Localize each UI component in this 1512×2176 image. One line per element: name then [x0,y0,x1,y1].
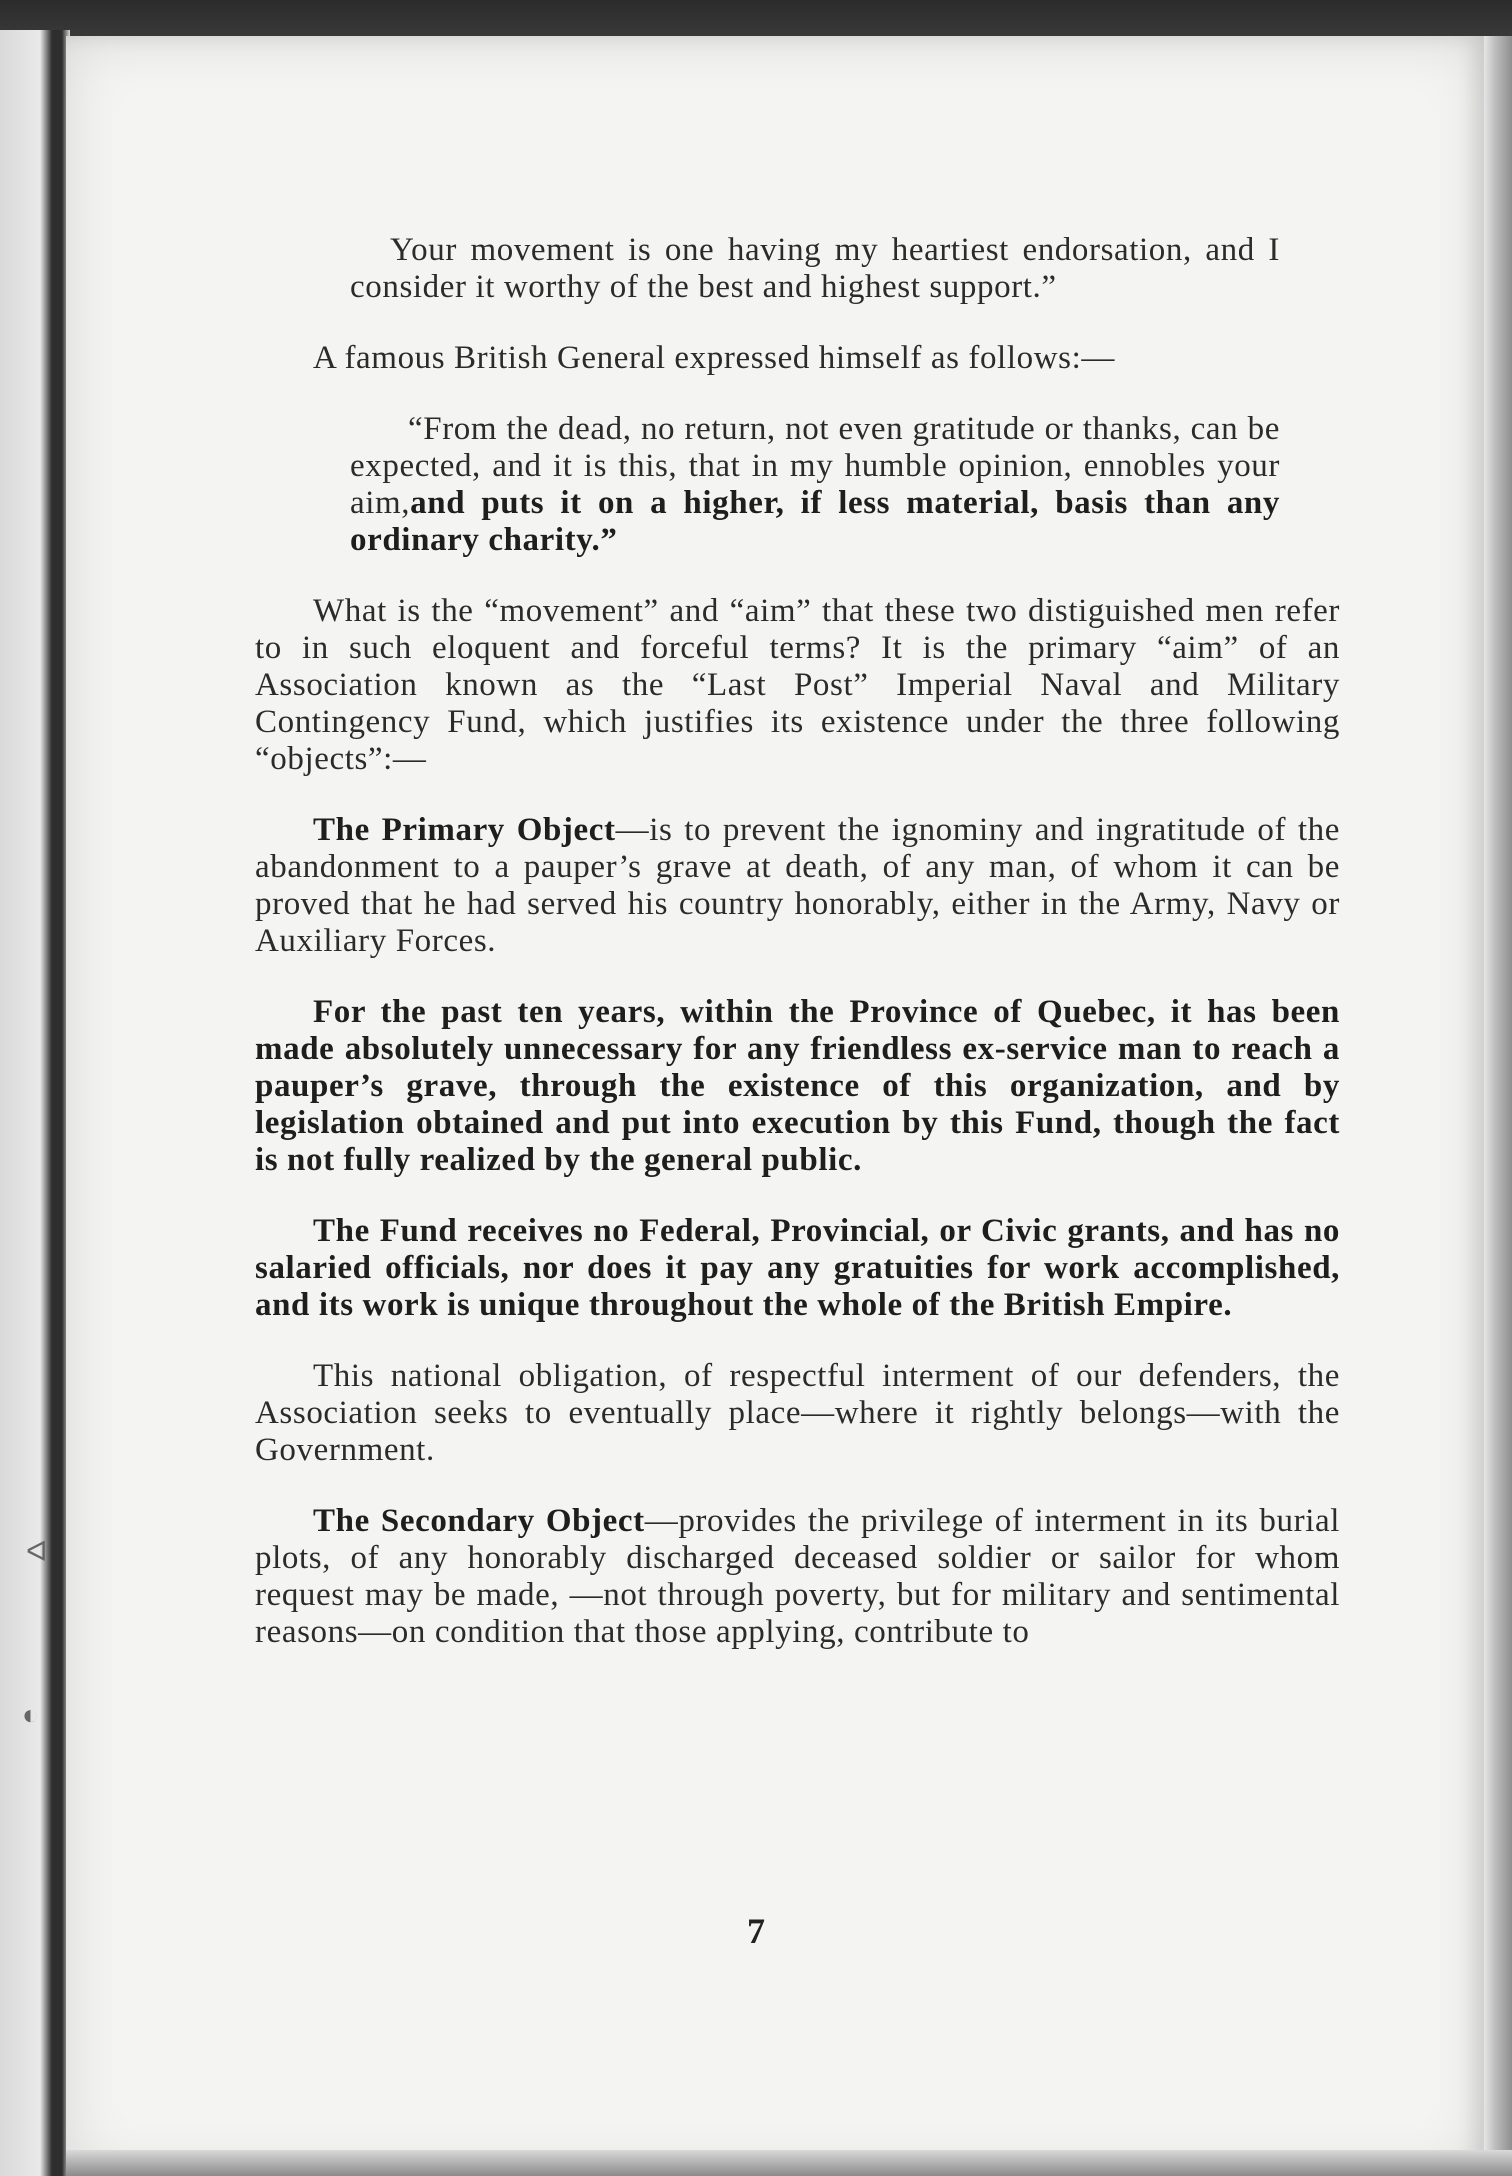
text-run: This national obligation, of respectful interment of our defenders, the Association seeks to eventually place—where it rightly belongs—with the Government. [255,1358,1340,1468]
paragraph [255,812,1340,960]
text-run: “From the dead, no return, not even gratitude or thanks, can be expected, and it is this, that in my humble opinion, ennobles your aim, [350,411,1280,521]
text-run: A famous British General expressed himself as follows:— [313,340,1115,376]
document-body [255,232,1340,1685]
paragraph [255,1503,1340,1651]
paragraph [350,411,1280,559]
paragraph [255,1358,1340,1469]
margin-ring-mark: ᐊ [26,1537,48,1568]
paragraph [255,593,1340,778]
page-right-edge [1484,36,1512,2176]
paragraph [255,340,1340,377]
page-binding-edge [0,30,70,2176]
paragraph [350,232,1280,306]
page-number: 7 [747,1911,765,1951]
paragraph [255,994,1340,1179]
bold-text-run: The Fund receives no Federal, Provincial, or Civic grants, and has no salaried officials, nor does it pay any gratuities for work accomplished, and its work is unique throughout the whole of the British Empire. [255,1213,1340,1323]
margin-hole-mark: ◐ [22,1700,39,1731]
bold-text-run: and puts it on a higher, if less material, basis than any ordinary charity.” [350,485,1280,558]
text-run: What is the “movement” and “aim” that these two distiguished men refer to in such eloquent and forceful terms? It is the primary “aim” of an Association known as the “Last Post” Imperial Naval and Military Contingency Fund, which justifies its existence under the three following “objects”:— [255,593,1340,777]
text-run: —provides the privilege of interment in its burial plots, of any honorably discharged deceased soldier or sailor for whom request may be made, —not through poverty, but for military and sentimental reasons—on condition that those applying, contribute to [255,1503,1340,1650]
bold-text-run: The Secondary Object [313,1503,645,1539]
page-bottom-edge [66,2150,1512,2176]
text-run: —is to prevent the ignominy and ingratitude of the abandonment to a pauper’s grave at death, of any man, of whom it can be proved that he had served his country honorably, either in the Army, Navy or Auxiliary Forces. [255,812,1340,959]
text-run: Your movement is one having my heartiest endorsation, and I consider it worthy of the best and highest support.” [350,232,1280,305]
bold-text-run: The Primary Object [313,812,616,848]
paragraph [255,1213,1340,1324]
bold-text-run: For the past ten years, within the Province of Quebec, it has been made absolutely unnecessary for any friendless ex-service man to reach a pauper’s grave, through the existence of this organization, and by legislation obtained and put into execution by this Fund, though the fact is not fully realized by the general public. [255,994,1340,1178]
